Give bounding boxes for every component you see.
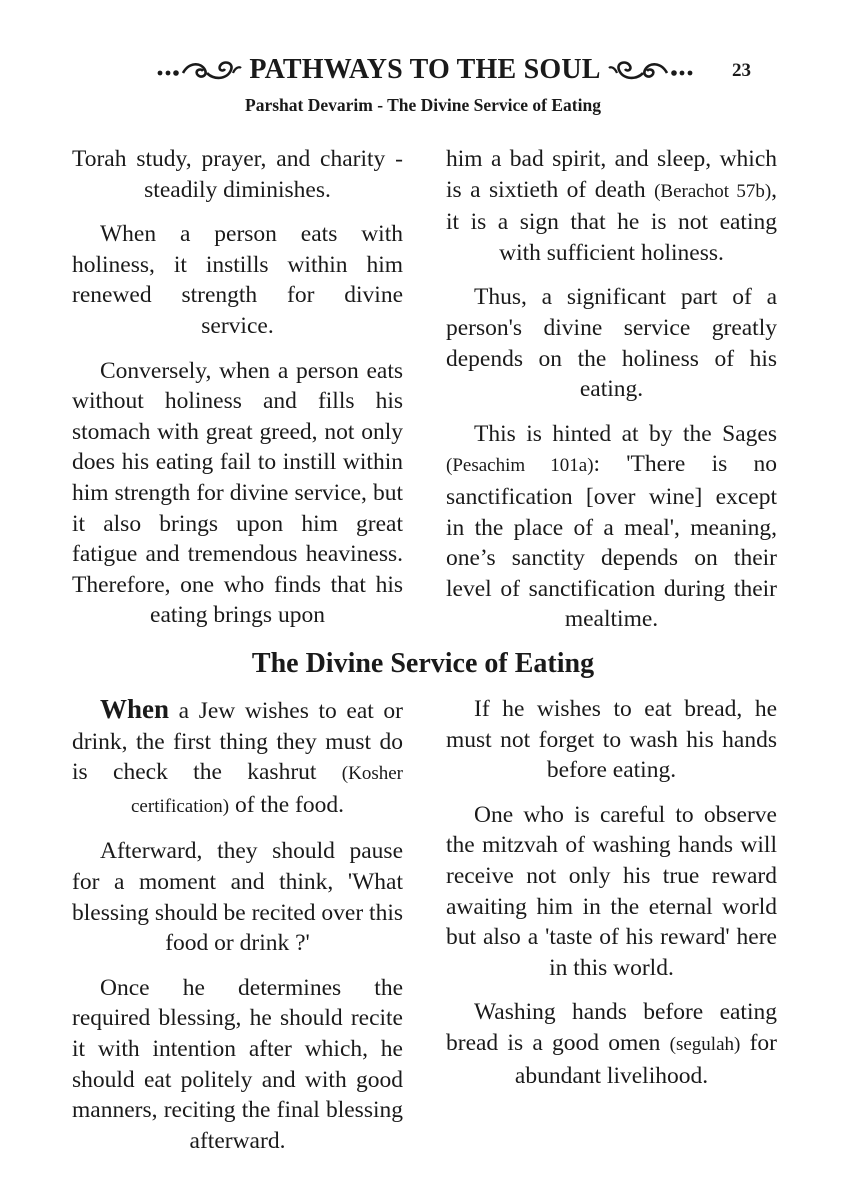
top-left-column — [72, 144, 403, 645]
paragraph-text: him a bad spirit, and sleep, which is a sixtieth of death — [446, 146, 777, 203]
paragraph — [446, 144, 777, 268]
paragraph-text: : 'There is no sanctification [over wine] except in the place of a meal', meaning, one’s sanctity depends on their level of sanctification during their mealtime. — [446, 451, 777, 633]
paragraph-text: for abundant livelihood. — [514, 1029, 777, 1089]
right-ornament-icon — [607, 58, 695, 82]
source-reference: (segulah) — [669, 1033, 741, 1055]
section-heading: The Divine Service of Eating — [251, 648, 595, 679]
paragraph: Torah study, prayer, and charity - steadily diminishes. — [72, 146, 403, 203]
paragraph-text: Washing hands before eating bread is a good omen — [446, 999, 777, 1056]
section-right-column — [446, 694, 777, 1105]
paragraph: One who is careful to observe the mitzvah of washing hands will receive not only his true reward awaiting him in the eternal world but also a 'taste of his reward' here in this world. — [446, 801, 777, 981]
book-title: PATHWAYS TO THE SOUL — [249, 54, 601, 85]
paragraph: When a person eats with holiness, it instills within him renewed strength for divine service. — [72, 221, 403, 339]
top-right-column — [446, 144, 777, 649]
paragraph-text: a Jew wishes to eat or drink, the first thing they must do is check the kashrut — [72, 698, 403, 786]
paragraph — [446, 419, 777, 635]
paragraph: Conversely, when a person eats without holiness and fills his stomach with great greed, not only does his eating fail to instill within him strength for divine service, but it also brings upon him great fatigue and tremendous heaviness. Therefore, one who finds that his eating brings upon — [72, 357, 403, 629]
book-title-bar — [130, 52, 720, 88]
paragraph: If he wishes to eat bread, he must not forget to wash his hands before eating. — [446, 696, 777, 784]
source-reference: (Kosher certification) — [131, 763, 403, 817]
page-number: 23 — [732, 60, 751, 81]
chapter-subtitle: Parshat Devarim - The Divine Service of Eating — [245, 95, 601, 115]
paragraph-text: of the food. — [229, 791, 344, 818]
paragraph: Thus, a significant part of a person's divine service greatly depends on the holiness of his eating. — [446, 284, 777, 403]
paragraph: Once he determines the required blessing, he should recite it with intention after which, he should eat politely and with good manners, reciting the final blessing afterward. — [72, 974, 403, 1154]
paragraph — [446, 997, 777, 1091]
paragraph-text: , it is a sign that he is not eating with sufficient holiness. — [446, 176, 778, 266]
lead-word: When — [100, 694, 170, 724]
paragraph — [72, 694, 403, 822]
paragraph-text: This is hinted at by the Sages — [474, 420, 777, 447]
running-header — [0, 52, 846, 88]
paragraph: Afterward, they should pause for a moment and think, 'What blessing should be recited over this food or drink ?' — [72, 838, 403, 957]
section-left-column — [72, 694, 403, 1170]
source-reference: (Pesachim 101a) — [446, 455, 594, 477]
left-ornament-icon — [155, 58, 243, 82]
source-reference: (Berachot 57b) — [654, 180, 772, 202]
